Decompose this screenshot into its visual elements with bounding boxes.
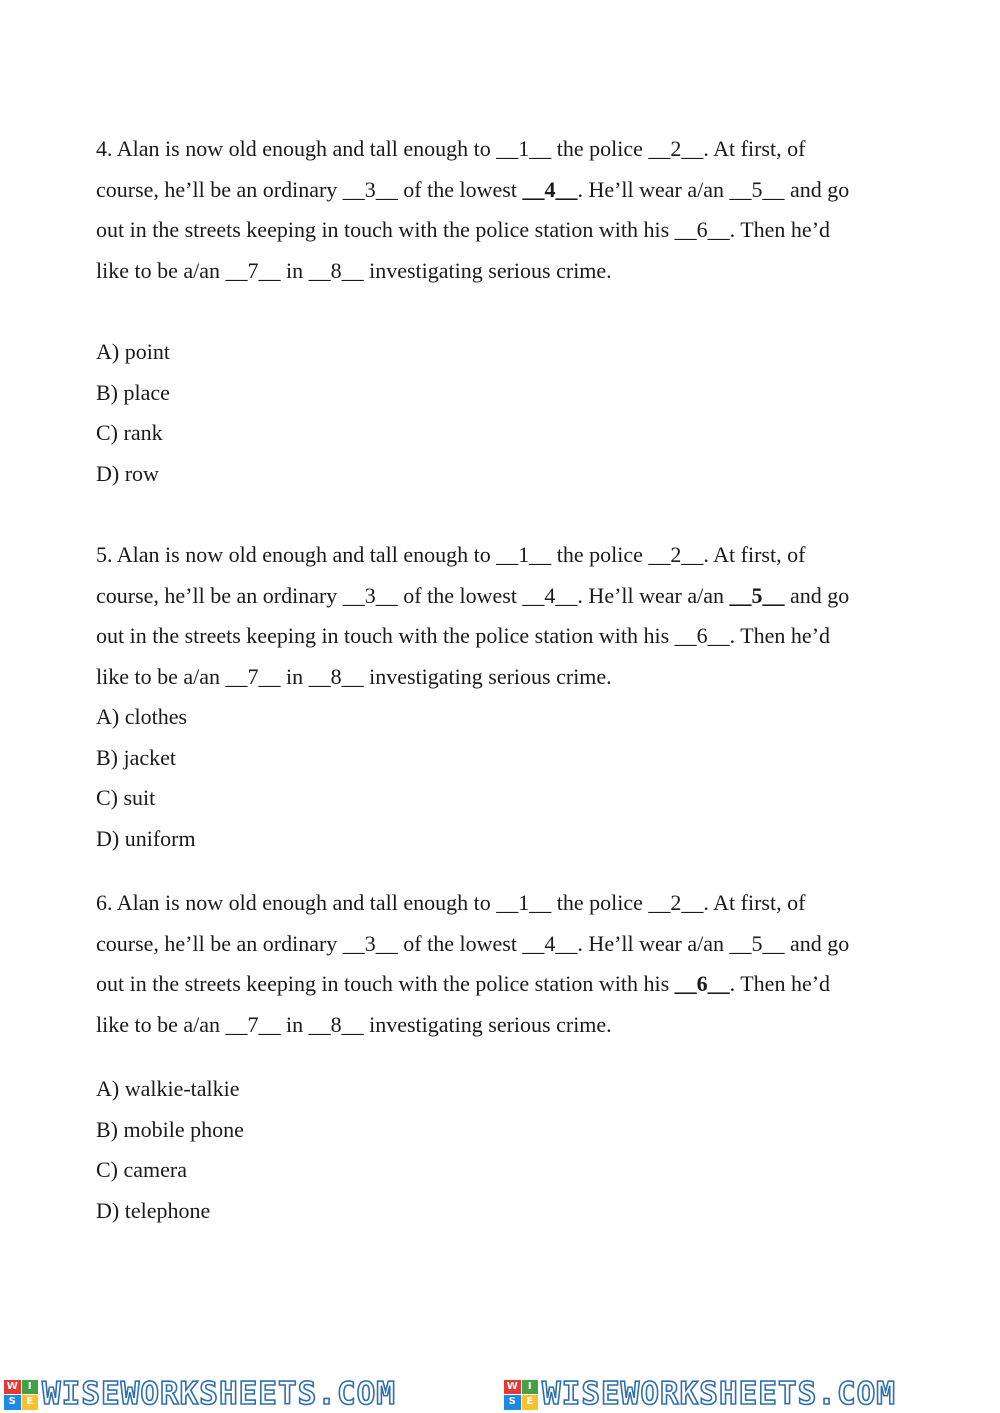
option-b[interactable]: B) mobile phone bbox=[96, 1116, 244, 1142]
option-d[interactable]: D) uniform bbox=[96, 825, 196, 851]
blank-5: __5__ bbox=[729, 582, 785, 608]
options-5 bbox=[96, 697, 916, 859]
brand-text: WISEWORKSHEETS.COM bbox=[42, 1376, 396, 1412]
wise-logo-icon: W I S E bbox=[4, 1380, 38, 1410]
question-4 bbox=[96, 129, 916, 291]
brand-left bbox=[4, 1376, 396, 1413]
question-line: 4. Alan is now old enough and tall enough to __1__ the police __2__. At first, of bbox=[96, 136, 806, 161]
question-line: like to be a/an __7__ in __8__ investigating serious crime. bbox=[96, 1011, 612, 1037]
question-5 bbox=[96, 535, 916, 697]
option-c[interactable]: C) camera bbox=[96, 1157, 187, 1182]
question-line: 6. Alan is now old enough and tall enough to __1__ the police __2__. At first, of bbox=[96, 890, 806, 915]
option-d[interactable]: D) row bbox=[96, 460, 159, 486]
option-b[interactable]: B) jacket bbox=[96, 744, 177, 770]
question-line: out in the streets keeping in touch with the police station with his __6__. Then he’d bbox=[96, 217, 831, 242]
blank-4: __4__ bbox=[522, 176, 578, 202]
option-c[interactable]: C) suit bbox=[96, 785, 156, 810]
blank-6: __6__ bbox=[674, 971, 730, 996]
options-6 bbox=[96, 1069, 916, 1231]
question-line: like to be a/an __7__ in __8__ investigating serious crime. bbox=[96, 257, 612, 283]
option-a[interactable]: A) point bbox=[96, 339, 170, 364]
wise-logo-icon: W I S E bbox=[504, 1380, 538, 1410]
question-line: course, he’ll be an ordinary __3__ of the lowest __4__. He’ll wear a/an __5__ and go bbox=[96, 930, 850, 956]
options-4 bbox=[96, 332, 916, 494]
question-line: course, he’ll be an ordinary __3__ of the lowest __4__. He’ll wear a/an __5__ and go bbox=[96, 176, 850, 202]
question-line: course, he’ll be an ordinary __3__ of the lowest __4__. He’ll wear a/an __5__ and go bbox=[96, 582, 850, 608]
option-a[interactable]: A) clothes bbox=[96, 704, 188, 729]
question-line: 5. Alan is now old enough and tall enough to __1__ the police __2__. At first, of bbox=[96, 542, 806, 567]
option-b[interactable]: B) place bbox=[96, 379, 170, 405]
option-c[interactable]: C) rank bbox=[96, 420, 163, 445]
question-line: like to be a/an __7__ in __8__ investigating serious crime. bbox=[96, 663, 612, 689]
brand-text: WISEWORKSHEETS.COM bbox=[542, 1376, 896, 1412]
option-d[interactable]: D) telephone bbox=[96, 1197, 211, 1223]
question-line: out in the streets keeping in touch with the police station with his __6__. Then he’d bbox=[96, 971, 831, 996]
footer-watermark bbox=[0, 1376, 1000, 1413]
question-6 bbox=[96, 883, 916, 1045]
brand-right bbox=[504, 1376, 896, 1413]
question-line: out in the streets keeping in touch with the police station with his __6__. Then he’d bbox=[96, 623, 831, 648]
option-a[interactable]: A) walkie-talkie bbox=[96, 1076, 240, 1101]
